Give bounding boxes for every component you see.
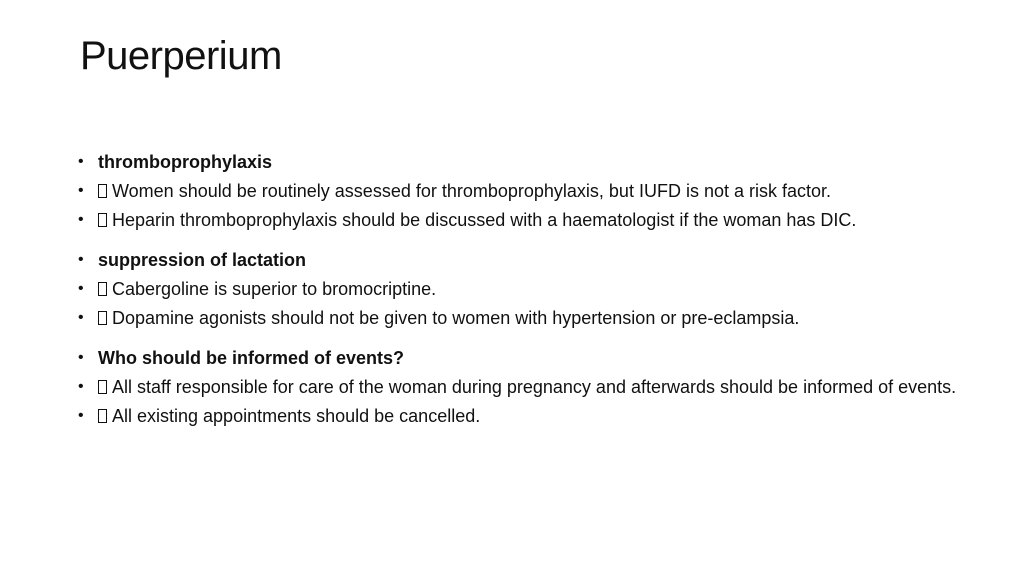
section-heading-text: thromboprophylaxis (98, 152, 273, 172)
missing-glyph-icon (98, 311, 107, 325)
list-item-text: Cabergoline is superior to bromocriptine. (112, 279, 437, 299)
section-thromboprophylaxis (78, 152, 958, 230)
section-heading (78, 250, 958, 270)
section-heading (78, 348, 958, 368)
list-item (78, 181, 958, 201)
list-item-text: All staff responsible for care of the woman during pregnancy and afterwards should be informed of events. (112, 377, 957, 397)
section-suppression-of-lactation (78, 250, 958, 328)
list-item-text: Women should be routinely assessed for thromboprophylaxis, but IUFD is not a risk factor. (112, 181, 831, 201)
list-item-text: All existing appointments should be cancelled. (112, 406, 481, 426)
bullet-icon: • (78, 407, 84, 424)
missing-glyph-icon (98, 282, 107, 296)
list-item (78, 279, 958, 299)
list-item (78, 377, 958, 397)
missing-glyph-icon (98, 380, 107, 394)
section-who-should-be-informed (78, 348, 958, 426)
missing-glyph-icon (98, 213, 107, 227)
section-heading-text: Who should be informed of events? (98, 348, 404, 368)
bullet-icon: • (78, 309, 84, 326)
missing-glyph-icon (98, 409, 107, 423)
list-item-text: Dopamine agonists should not be given to women with hypertension or pre-eclampsia. (112, 308, 800, 328)
section-heading (78, 152, 958, 172)
list-item (78, 308, 958, 328)
list-item (78, 406, 958, 426)
list-item-text: Heparin thromboprophylaxis should be discussed with a haematologist if the woman has DIC. (112, 210, 857, 230)
section-heading-text: suppression of lactation (98, 250, 307, 270)
bullet-icon: • (78, 378, 84, 395)
bullet-icon: • (78, 211, 84, 228)
bullet-icon: • (78, 153, 84, 170)
missing-glyph-icon (98, 184, 107, 198)
slide-content (78, 152, 958, 446)
list-item (78, 210, 958, 230)
bullet-icon: • (78, 349, 84, 366)
bullet-icon: • (78, 251, 84, 268)
slide-title: Puerperium (80, 34, 282, 78)
bullet-icon: • (78, 182, 84, 199)
bullet-icon: • (78, 280, 84, 297)
